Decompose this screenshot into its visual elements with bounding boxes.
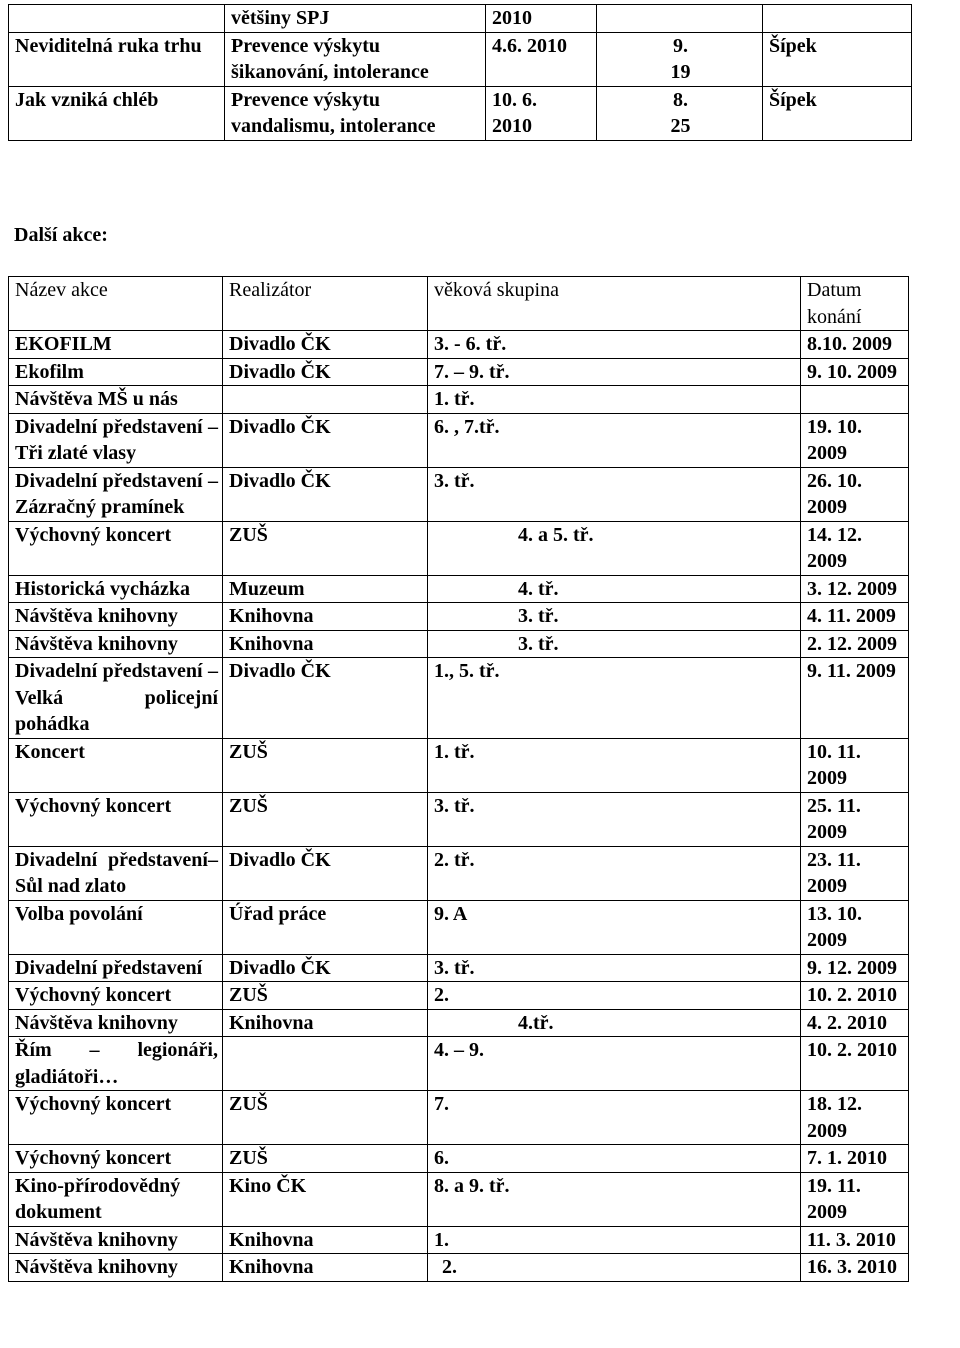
cell-age: 4. a 5. tř. — [428, 521, 801, 575]
cell-topic: Prevence výskytu vandalismu, intolerance — [225, 86, 486, 140]
cell-hours — [597, 86, 763, 140]
cell-date: 9. 10. 2009 — [801, 358, 909, 386]
cell-age: 6. , 7.tř. — [428, 413, 801, 467]
school-project-table — [8, 4, 912, 141]
cell-realizer: ZUŠ — [223, 1091, 428, 1145]
cell-date: 14. 12. 2009 — [801, 521, 909, 575]
cell-age: 2. tř. — [428, 846, 801, 900]
table-row — [9, 1009, 909, 1037]
cell-realizer: ZUŠ — [223, 792, 428, 846]
cell-name: Výchovný koncert — [9, 982, 223, 1010]
table-row — [9, 846, 909, 900]
cell-name: Koncert — [9, 738, 223, 792]
table-row — [9, 32, 912, 86]
cell-date: 2010 — [486, 5, 597, 33]
cell-realizer: Knihovna — [223, 1254, 428, 1282]
cell-age: 3. tř. — [428, 467, 801, 521]
cell-realizer: Knihovna — [223, 1226, 428, 1254]
cell-topic: Prevence výskytu šikanování, intolerance — [225, 32, 486, 86]
cell-date: 10. 2. 2010 — [801, 982, 909, 1010]
cell-topic: většiny SPJ — [225, 5, 486, 33]
table-row — [9, 413, 909, 467]
cell-date: 18. 12. 2009 — [801, 1091, 909, 1145]
cell-age: 2. — [428, 1254, 801, 1282]
cell-realizer: Knihovna — [223, 603, 428, 631]
header-row — [9, 277, 909, 331]
cell-name: Divadelní představení – Tři zlaté vlasy — [9, 413, 223, 467]
cell-realizer: Divadlo ČK — [223, 331, 428, 359]
table-row — [9, 1037, 909, 1091]
hours-value: 9. 19 — [670, 34, 691, 83]
cell-realizer — [223, 1037, 428, 1091]
cell-name: Návštěva knihovny — [9, 1254, 223, 1282]
section-heading: Další akce: — [14, 224, 108, 246]
table-row — [9, 1091, 909, 1145]
table-row — [9, 521, 909, 575]
cell-name: Divadelní představení–Sůl nad zlato — [9, 846, 223, 900]
cell-name: Divadelní představení – Velká policejní pohádka — [9, 658, 223, 739]
cell-age: 3. - 6. tř. — [428, 331, 801, 359]
cell-age: 1. tř. — [428, 738, 801, 792]
cell-date: 9. 11. 2009 — [801, 658, 909, 739]
cell-realizer: ZUŠ — [223, 982, 428, 1010]
date-value: 10. 6. 2010 — [492, 88, 537, 137]
cell-age: 7. — [428, 1091, 801, 1145]
cell-date: 4. 11. 2009 — [801, 603, 909, 631]
table-row — [9, 331, 909, 359]
cell-name: Kino-přírodovědný dokument — [9, 1172, 223, 1226]
cell-date: 10. 2. 2010 — [801, 1037, 909, 1091]
table-row — [9, 1145, 909, 1173]
table-row — [9, 900, 909, 954]
cell-age: 7. – 9. tř. — [428, 358, 801, 386]
table-row — [9, 954, 909, 982]
cell-date: 19. 10. 2009 — [801, 413, 909, 467]
cell-lead: Šípek — [763, 86, 912, 140]
cell-age: 1., 5. tř. — [428, 658, 801, 739]
table-row — [9, 467, 909, 521]
table-row — [9, 1254, 909, 1282]
cell-name: Neviditelná ruka trhu — [9, 32, 225, 86]
cell-name: Historická vycházka — [9, 575, 223, 603]
table-row — [9, 738, 909, 792]
cell-age: 3. tř. — [428, 792, 801, 846]
table-row — [9, 1172, 909, 1226]
cell-age: 6. — [428, 1145, 801, 1173]
table-row — [9, 1226, 909, 1254]
cell-date: 26. 10. 2009 — [801, 467, 909, 521]
cell-name: Návštěva knihovny — [9, 630, 223, 658]
cell-name: Výchovný koncert — [9, 521, 223, 575]
cell-name: EKOFILM — [9, 331, 223, 359]
cell-date: 4. 2. 2010 — [801, 1009, 909, 1037]
cell-realizer: Divadlo ČK — [223, 358, 428, 386]
cell-hours — [597, 5, 763, 33]
cell-date — [486, 86, 597, 140]
cell-name — [9, 5, 225, 33]
cell-date: 7. 1. 2010 — [801, 1145, 909, 1173]
cell-name: Jak vzniká chléb — [9, 86, 225, 140]
cell-name: Návštěva knihovny — [9, 603, 223, 631]
cell-name: Výchovný koncert — [9, 792, 223, 846]
events-rows — [9, 331, 909, 1282]
cell-lead: Šípek — [763, 32, 912, 86]
cell-age: 4. tř. — [428, 575, 801, 603]
cell-date: 19. 11. 2009 — [801, 1172, 909, 1226]
cell-date: 11. 3. 2010 — [801, 1226, 909, 1254]
cell-date — [801, 386, 909, 414]
cell-lead — [763, 5, 912, 33]
cell-date: 9. 12. 2009 — [801, 954, 909, 982]
cell-date: 23. 11. 2009 — [801, 846, 909, 900]
cell-age: 1. — [428, 1226, 801, 1254]
cell-age: 2. — [428, 982, 801, 1010]
col-header-realizer: Realizátor — [223, 277, 428, 331]
cell-age: 3. tř. — [428, 954, 801, 982]
cell-realizer: Úřad práce — [223, 900, 428, 954]
cell-date: 2. 12. 2009 — [801, 630, 909, 658]
table-row — [9, 792, 909, 846]
cell-realizer: ZUŠ — [223, 521, 428, 575]
table-row — [9, 575, 909, 603]
cell-name: Divadelní představení – Zázračný pramínek — [9, 467, 223, 521]
hours-value: 8. 25 — [670, 88, 691, 137]
cell-age: 3. tř. — [428, 603, 801, 631]
cell-realizer — [223, 386, 428, 414]
table-row — [9, 982, 909, 1010]
table-row — [9, 358, 909, 386]
cell-date: 10. 11. 2009 — [801, 738, 909, 792]
cell-realizer: Divadlo ČK — [223, 467, 428, 521]
cell-name: Návštěva knihovny — [9, 1226, 223, 1254]
cell-realizer: Divadlo ČK — [223, 954, 428, 982]
cell-realizer: Divadlo ČK — [223, 658, 428, 739]
cell-age: 1. tř. — [428, 386, 801, 414]
cell-name: Návštěva knihovny — [9, 1009, 223, 1037]
cell-hours — [597, 32, 763, 86]
cell-date: 4.6. 2010 — [486, 32, 597, 86]
table-row — [9, 603, 909, 631]
cell-age: 4. – 9. — [428, 1037, 801, 1091]
table-row — [9, 86, 912, 140]
cell-date: 25. 11. 2009 — [801, 792, 909, 846]
cell-date: 13. 10. 2009 — [801, 900, 909, 954]
cell-realizer: ZUŠ — [223, 1145, 428, 1173]
cell-realizer: Divadlo ČK — [223, 846, 428, 900]
cell-age: 9. A — [428, 900, 801, 954]
cell-name: Divadelní představení — [9, 954, 223, 982]
table-row — [9, 630, 909, 658]
cell-age: 3. tř. — [428, 630, 801, 658]
cell-realizer: Kino ČK — [223, 1172, 428, 1226]
cell-realizer: Knihovna — [223, 630, 428, 658]
cell-realizer: Muzeum — [223, 575, 428, 603]
cell-age: 4.tř. — [428, 1009, 801, 1037]
cell-name: Řím – legionáři, gladiátoři… — [9, 1037, 223, 1091]
cell-name: Výchovný koncert — [9, 1091, 223, 1145]
cell-date: 16. 3. 2010 — [801, 1254, 909, 1282]
table-row — [9, 386, 909, 414]
cell-date: 8.10. 2009 — [801, 331, 909, 359]
cell-name: Návštěva MŠ u nás — [9, 386, 223, 414]
cell-name: Výchovný koncert — [9, 1145, 223, 1173]
cell-realizer: ZUŠ — [223, 738, 428, 792]
col-header-name: Název akce — [9, 277, 223, 331]
cell-name: Ekofilm — [9, 358, 223, 386]
cell-name: Volba povolání — [9, 900, 223, 954]
cell-date: 3. 12. 2009 — [801, 575, 909, 603]
events-table — [8, 276, 909, 1282]
cell-realizer: Knihovna — [223, 1009, 428, 1037]
table-row — [9, 5, 912, 33]
table-row — [9, 658, 909, 739]
cell-age: 8. a 9. tř. — [428, 1172, 801, 1226]
cell-realizer: Divadlo ČK — [223, 413, 428, 467]
col-header-date: Datum konání — [801, 277, 909, 331]
col-header-age: věková skupina — [428, 277, 801, 331]
